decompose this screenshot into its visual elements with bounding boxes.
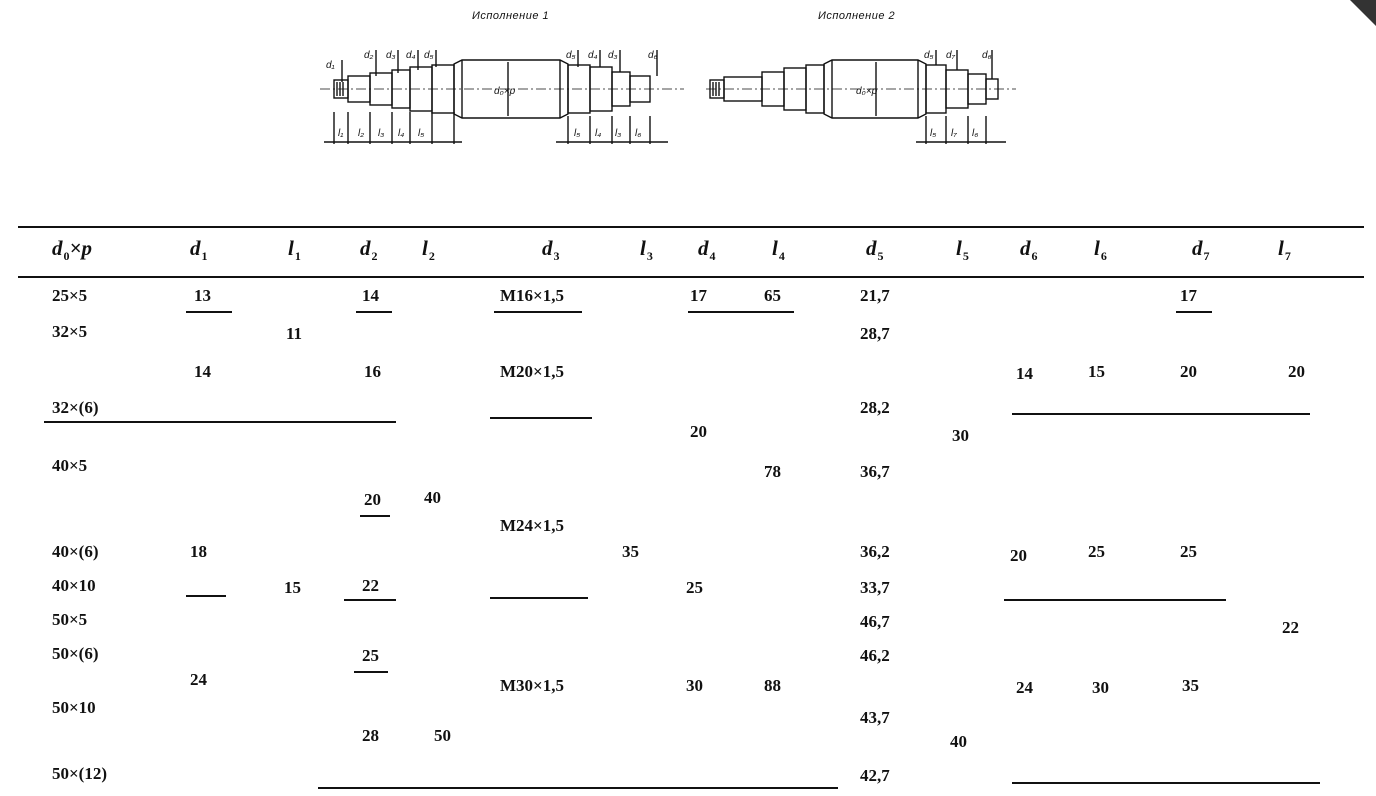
table-cell: 40 — [424, 488, 441, 507]
header-d1: $d_1$ — [190, 236, 208, 263]
table-cell: 24 — [190, 670, 207, 689]
group-underline — [360, 515, 390, 517]
table-cell: 30 — [952, 426, 969, 445]
table-cell: 22 — [362, 576, 379, 595]
header-d0xp: $d_0\times p$ — [52, 236, 92, 263]
table-cell: 46,2 — [860, 646, 890, 665]
table-cell: 28 — [362, 726, 379, 745]
svg-text:l₄: l₄ — [398, 128, 405, 139]
svg-text:l₅: l₅ — [418, 128, 425, 139]
group-underline — [186, 595, 226, 597]
header-l7: $l_7$ — [1278, 236, 1291, 263]
table-cell: 32×5 — [52, 322, 88, 341]
table-cell: 20 — [1288, 362, 1305, 381]
table-cell: 25×5 — [52, 286, 88, 305]
svg-text:l₆: l₆ — [635, 128, 642, 139]
svg-text:d₃: d₃ — [386, 50, 396, 61]
header-d2: $d_2$ — [360, 236, 378, 263]
table-cell: 11 — [286, 324, 303, 343]
svg-text:d₂: d₂ — [364, 50, 374, 61]
table-cell: 50×10 — [52, 698, 96, 717]
header-l1: $l_1$ — [288, 236, 301, 263]
group-underline — [490, 417, 592, 419]
table-cell: 14 — [362, 286, 379, 305]
table-cell: 15 — [284, 578, 301, 597]
table-cell: 40×(6) — [52, 542, 99, 561]
group-underline — [354, 671, 388, 673]
table-cell: 88 — [764, 676, 781, 695]
table-header-rule — [18, 276, 1364, 278]
header-d3: $d_3$ — [542, 236, 560, 263]
header-l2: $l_2$ — [422, 236, 435, 263]
svg-text:l₅: l₅ — [930, 128, 937, 139]
svg-text:d₅: d₅ — [566, 50, 576, 61]
table-cell: 42,7 — [860, 766, 890, 785]
table-cell: 20 — [1010, 546, 1027, 565]
table-cell: 13 — [194, 286, 211, 305]
header-l3: $l_3$ — [640, 236, 653, 263]
header-d6: $d_6$ — [1020, 236, 1038, 263]
table-cell: 50×(12) — [52, 764, 108, 783]
table-cell: 65 — [764, 286, 781, 305]
svg-text:d₃: d₃ — [608, 50, 618, 61]
header-d7: $d_7$ — [1192, 236, 1210, 263]
header-l4: $l_4$ — [772, 236, 785, 263]
svg-text:d₇: d₇ — [946, 50, 956, 61]
table-cell: 28,7 — [860, 324, 890, 343]
table-cell: 35 — [622, 542, 639, 561]
table-cell: M20×1,5 — [500, 362, 564, 381]
caption-variant-2: Исполнение 2 — [818, 10, 896, 22]
shaft-drawing-variant-1 — [312, 32, 692, 152]
table-cell: 21,7 — [860, 286, 890, 305]
header-l6: $l_6$ — [1094, 236, 1107, 263]
group-underline — [318, 787, 838, 789]
table-cell: 15 — [1088, 362, 1105, 381]
svg-text:l₄: l₄ — [595, 128, 602, 139]
table-cell: M24×1,5 — [500, 516, 564, 535]
table-cell: 14 — [1016, 364, 1033, 383]
table-cell: 32×(6) — [52, 398, 99, 417]
svg-text:l₇: l₇ — [951, 128, 957, 139]
svg-text:d₄: d₄ — [588, 50, 598, 61]
table-cell: M16×1,5 — [500, 286, 564, 305]
table-cell: 28,2 — [860, 398, 890, 417]
table-cell: 35 — [1182, 676, 1199, 695]
svg-text:d₅: d₅ — [924, 50, 934, 61]
table-cell: 25 — [1088, 542, 1105, 561]
table-cell: 50×(6) — [52, 644, 99, 663]
svg-text:d₀×p: d₀×p — [494, 86, 516, 97]
header-l5: $l_5$ — [956, 236, 969, 263]
table-cell: 50×5 — [52, 610, 88, 629]
svg-text:d₅: d₅ — [424, 50, 434, 61]
header-d4: $d_4$ — [698, 236, 716, 263]
caption-variant-1: Исполнение 1 — [472, 10, 550, 22]
table-cell: 20 — [1180, 362, 1197, 381]
corner-mark — [1350, 0, 1376, 26]
table-cell: 50 — [434, 726, 451, 745]
table-cell: 24 — [1016, 678, 1033, 697]
table-cell: 25 — [1180, 542, 1197, 561]
group-underline — [1176, 311, 1212, 313]
svg-text:l₃: l₃ — [615, 128, 622, 139]
svg-text:l₅: l₅ — [574, 128, 581, 139]
svg-text:d₆: d₆ — [648, 50, 658, 61]
table-top-rule — [18, 226, 1364, 228]
svg-text:d₆: d₆ — [982, 50, 992, 61]
group-underline — [344, 599, 396, 601]
table-cell: 17 — [1180, 286, 1197, 305]
table-cell: 30 — [1092, 678, 1109, 697]
table-cell: 36,7 — [860, 462, 890, 481]
group-underline — [1012, 782, 1320, 784]
table-cell: 33,7 — [860, 578, 890, 597]
svg-text:l₁: l₁ — [338, 128, 344, 139]
table-cell: 16 — [364, 362, 381, 381]
group-underline — [688, 311, 794, 313]
table-cell: 40×10 — [52, 576, 96, 595]
group-underline — [1012, 413, 1310, 415]
group-underline — [186, 311, 232, 313]
table-cell: 25 — [362, 646, 379, 665]
group-underline — [356, 311, 392, 313]
table-cell: 46,7 — [860, 612, 890, 631]
svg-text:l₆: l₆ — [972, 128, 979, 139]
svg-text:d₄: d₄ — [406, 50, 416, 61]
table-cell: 20 — [364, 490, 381, 509]
group-underline — [44, 421, 396, 423]
table-cell: 78 — [764, 462, 781, 481]
group-underline — [1004, 599, 1226, 601]
table-cell: 43,7 — [860, 708, 890, 727]
group-underline — [494, 311, 582, 313]
svg-text:l₂: l₂ — [358, 128, 365, 139]
svg-text:d₀×p: d₀×p — [856, 86, 878, 97]
table-cell: 22 — [1282, 618, 1299, 637]
table-cell: 36,2 — [860, 542, 890, 561]
svg-text:l₃: l₃ — [378, 128, 385, 139]
table-cell: 20 — [690, 422, 707, 441]
shaft-drawing-variant-2 — [702, 32, 1022, 152]
table-cell: 25 — [686, 578, 703, 597]
table-cell: M30×1,5 — [500, 676, 564, 695]
table-cell: 40 — [950, 732, 967, 751]
table-cell: 17 — [690, 286, 707, 305]
table-cell: 18 — [190, 542, 207, 561]
table-cell: 14 — [194, 362, 211, 381]
svg-text:d₁: d₁ — [326, 60, 335, 71]
table-cell: 40×5 — [52, 456, 88, 475]
header-d5: $d_5$ — [866, 236, 884, 263]
table-cell: 30 — [686, 676, 703, 695]
group-underline — [490, 597, 588, 599]
